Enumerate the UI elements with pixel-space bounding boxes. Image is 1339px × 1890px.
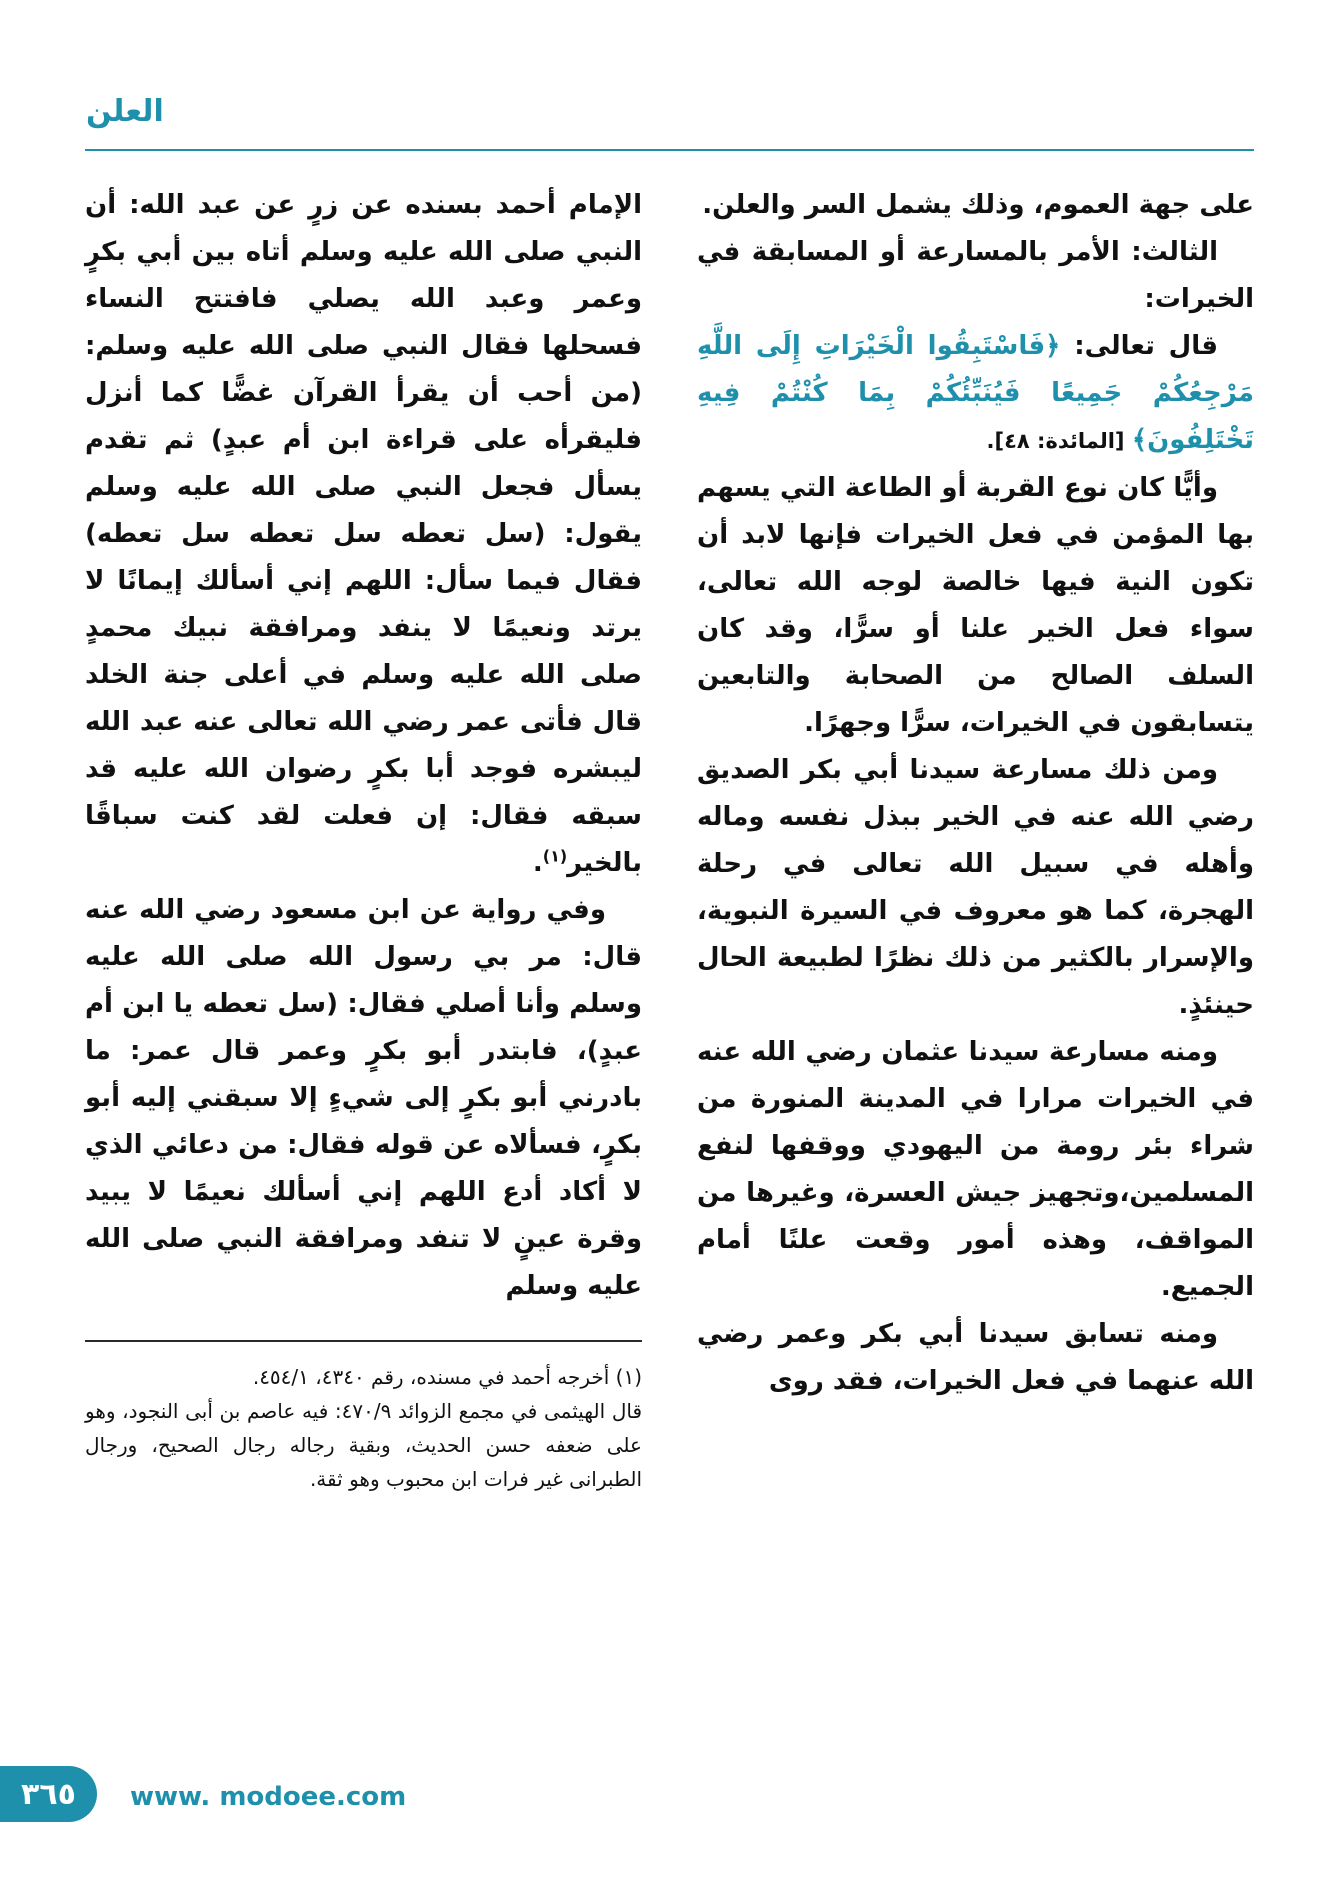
paragraph: ومنه مسارعة سيدنا عثمان رضي الله عنه في الخيرات مرارا في المدينة المنورة من شراء بئر رومة من اليهودي ووقفها لنفع المسلمين،وتجهيز جيش العسرة، وغيرها من المواقف، وهذه أمور وقعت علنًا أمام الجميع. <box>697 1037 1254 1302</box>
paragraph: ومن ذلك مسارعة سيدنا أبي بكر الصديق رضي الله عنه في الخير ببذل نفسه وماله وأهله في سبيل الله تعالى في رحلة الهجرة، كما هو معروف في السيرة النبوية، والإسرار بالكثير من ذلك نظرًا لطبيعة الحال حينئذٍ. <box>697 755 1254 1020</box>
website-url[interactable]: www. modoee.com <box>130 1782 407 1812</box>
paragraph-text: الأمر بالمسارعة أو المسابقة في الخيرات: <box>697 237 1254 314</box>
verse-reference: [المائدة: ٤٨]. <box>986 429 1132 453</box>
paragraph-lead: الثالث: <box>1131 237 1218 267</box>
paragraph: على جهة العموم، وذلك يشمل السر والعلن. <box>702 190 1254 220</box>
footnote: قال الهيثمى في مجمع الزوائد ٤٧٠/٩: فيه عاصم بن أبى النجود، وهو على ضعفه حسن الحديث، وبقية رجاله رجال الصحيح، ورجال الطبرانى غير فرات ابن محبوب وهو ثقة. <box>85 1399 643 1491</box>
footnotes-section <box>85 1340 642 1496</box>
page-number: ٣٦٥ <box>21 1776 76 1812</box>
paragraph: وفي رواية عن ابن مسعود رضي الله عنه قال: مر بي رسول الله صلى الله عليه وسلم وأنا أصلي فقال: (سل تعطه يا ابن أم عبدٍ)، فابتدر أبو بكرٍ وعمر قال عمر: ما بادرني أبو بكرٍ إلى شيءٍ إلا سبقني إليه أبو بكرٍ، فسألاه عن قوله فقال: من دعائي الذي لا أكاد أدع اللهم إني أسألك نعيمًا لا يبيد وقرة عينٍ لا تنفد ومرافقة النبي صلى الله عليه وسلم <box>85 895 642 1301</box>
column-right <box>697 182 1254 1405</box>
quran-verse: ﴿فَاسْتَبِقُوا الْخَيْرَاتِ إِلَى اللَّهِ مَرْجِعُكُمْ جَمِيعًا فَيُنَبِّئُكُمْ بِمَا كُنْتُمْ فِيهِ تَخْتَلِفُونَ﴾ <box>697 331 1254 455</box>
footnote-separator <box>85 1340 642 1342</box>
paragraph: ومنه تسابق سيدنا أبي بكر وعمر رضي الله عنهما في فعل الخيرات، فقد روى <box>697 1319 1254 1396</box>
page-number-badge <box>0 1766 97 1822</box>
paragraph <box>697 229 1254 323</box>
column-left <box>85 182 642 1496</box>
footnote: (١) أخرجه أحمد في مسنده، رقم ٤٣٤٠، ٤٥٤/١. <box>252 1365 642 1389</box>
paragraph <box>85 182 642 887</box>
paragraph-text: . <box>532 848 543 878</box>
footnote-marker: (١) <box>542 846 568 866</box>
paragraph: وأيًّا كان نوع القربة أو الطاعة التي يسهم بها المؤمن في فعل الخيرات فإنها لابد أن تكون النية فيها خالصة لوجه الله تعالى، سواء فعل الخير علنا أو سرًّا، وقد كان السلف الصالح من الصحابة والتابعين يتسابقون في الخيرات، سرًّا وجهرًا. <box>697 473 1254 738</box>
header-rule <box>85 149 1254 151</box>
verse-paragraph <box>697 323 1254 465</box>
page-header-title: العلن <box>86 94 164 129</box>
verse-intro: قال تعالى: <box>1060 331 1219 361</box>
paragraph-text: الإمام أحمد بسنده عن زرٍ عن عبد الله: أن النبي صلى الله عليه وسلم أتاه بين أبي بكرٍ وعمر وعبد الله يصلي فافتتح النساء فسحلها فقال النبي صلى الله عليه وسلم: (من أحب أن يقرأ القرآن غضًّا كما أنزل فليقرأه على قراءة ابن أم عبدٍ) ثم تقدم يسأل فجعل النبي صلى الله عليه وسلم يقول: (سل تعطه سل تعطه سل تعطه) فقال فيما سأل: اللهم إني أسألك إيمانًا لا يرتد ونعيمًا لا ينفد ومرافقة نبيك محمدٍ صلى الله عليه وسلم في أعلى جنة الخلد قال فأتى عمر رضي الله تعالى عنه عبد الله ليبشره فوجد أبا بكرٍ رضوان الله عليه قد سبقه فقال: إن فعلت لقد كنت سباقًا بالخير <box>85 190 642 878</box>
